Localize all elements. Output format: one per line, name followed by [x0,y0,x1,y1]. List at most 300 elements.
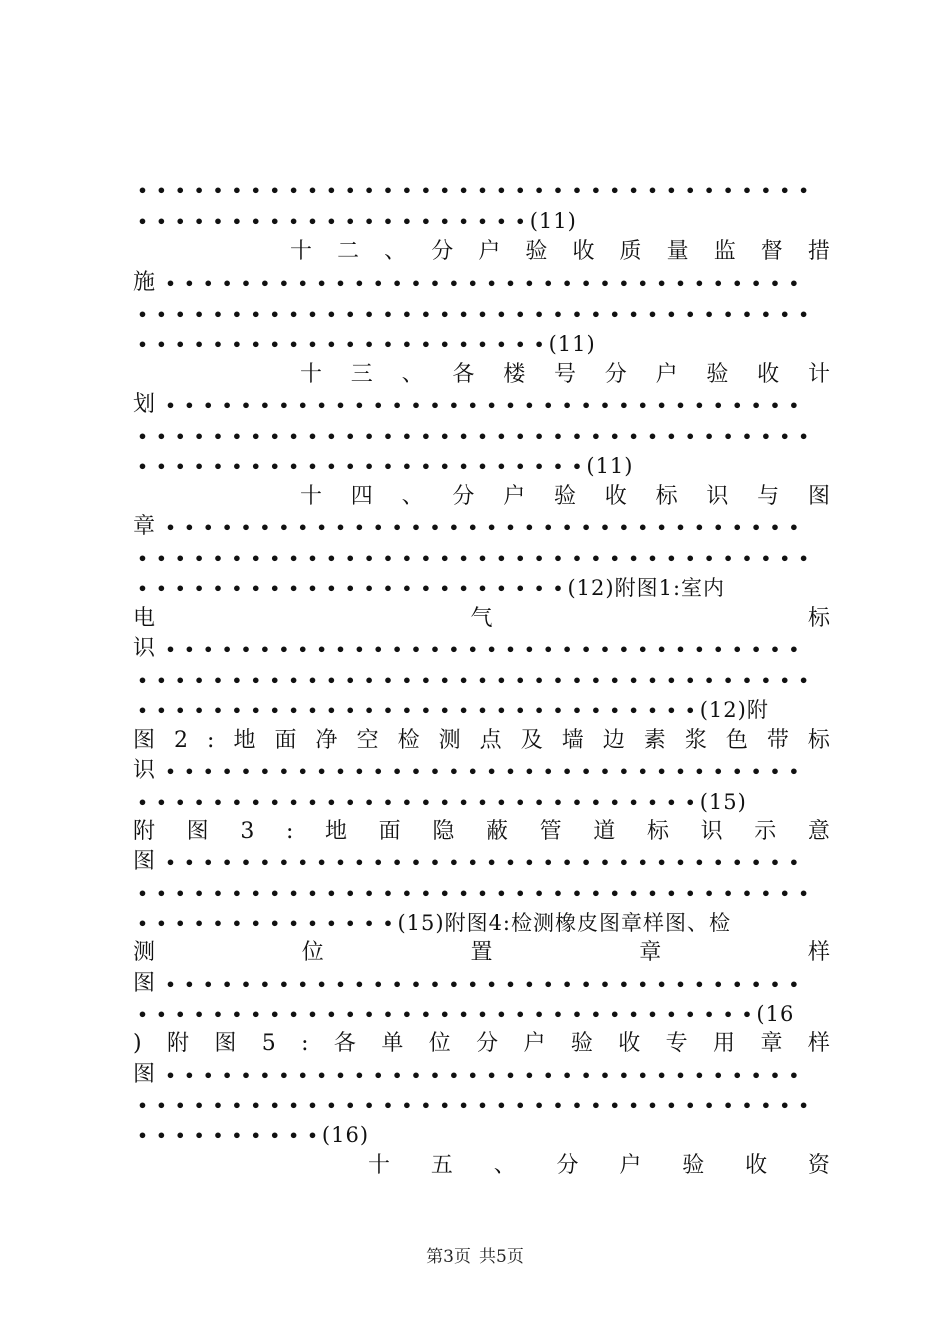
leader-dot: • [156,913,167,933]
leader-dot: • [486,639,497,659]
leader-dot: • [741,180,753,200]
toc-entry-appendix-5[interactable] [133,1029,830,1059]
leader-dot: • [222,974,233,994]
leader-dot: • [599,273,611,293]
heading-char: 地 [325,819,348,844]
leader-dot: • [637,273,648,293]
leader-dot: • [458,548,469,568]
leader-dot: • [401,700,413,720]
leader-dot: • [534,334,545,354]
leader-dot: • [250,913,261,933]
leader-dot: • [760,548,771,568]
leader-dot: • [722,180,734,200]
leader-dot: • [590,883,601,903]
leader-dot: • [515,548,526,568]
leader-dot: • [269,883,280,903]
leader-dot: • [694,1065,705,1085]
leader-dot: • [496,304,507,324]
word-part: 章 [639,940,662,965]
leader-dot: • [345,211,356,231]
leader-dot: • [288,456,299,476]
leader-dot: • [288,700,299,720]
leader-dot: • [769,273,781,293]
leader-dot: • [364,1004,375,1024]
leader-dot: • [335,273,346,293]
leader-dot: • [326,913,337,933]
leader-dot: • [316,974,327,994]
leader-dot: • [212,548,224,568]
leader-dot: • [599,761,611,781]
leader-dot: • [628,426,639,446]
leader-dot: • [212,304,224,324]
leader-dot: • [420,548,431,568]
leader-dot: • [156,211,167,231]
leader-dot: • [250,670,261,690]
leader-dot: • [165,639,176,659]
leader-dot: • [704,548,715,568]
leader-dot: • [685,670,696,690]
toc-entry-ref [133,999,830,1029]
leader-dot: • [477,1004,488,1024]
leader-dot: • [326,334,337,354]
leader-dot: • [335,517,346,537]
leader-dot: • [231,792,243,812]
leader-dot: • [175,211,186,231]
leader-dot: • [326,1095,337,1115]
heading-char: 边 [602,728,625,753]
leader-dot: • [552,180,564,200]
leader-dot: • [685,548,696,568]
leader-dot: • [590,304,601,324]
leader-dot: • [156,334,167,354]
page-ref: (16 [756,1002,795,1026]
leader-dot: • [364,304,375,324]
leader-dot: • [240,395,252,415]
heading-char: 色 [725,728,748,753]
leader-dot: • [345,700,356,720]
heading-char: 十 [368,1153,391,1178]
leader-dot: • [675,852,686,872]
leader-dot: • [307,670,318,690]
heading-char: 单 [381,1031,404,1056]
leader-dot: • [316,639,327,659]
leader-dot: • [184,273,195,293]
leader-dot: • [515,883,526,903]
leader-dot: • [345,304,356,324]
leader-dot: • [571,1095,583,1115]
heading-char: 验 [570,1031,593,1056]
leader-dot: • [345,548,356,568]
leader-dot: • [231,578,243,598]
leader-dot: • [278,273,289,293]
leader-dot: • [401,548,413,568]
leader-dot: • [269,792,280,812]
leader-dot: • [571,792,583,812]
toc-entry-heading-14[interactable] [300,482,830,512]
leader-dot: • [628,180,639,200]
leader-dot: • [392,1065,403,1085]
leader-dot: • [278,517,289,537]
leader-dot: • [467,852,478,872]
leader-dot: • [429,273,441,293]
leader-dot: • [628,1004,639,1024]
leader-dot: • [212,1095,224,1115]
leader-dot: • [269,578,280,598]
leader-dot: • [477,1095,488,1115]
leader-dot: • [382,180,394,200]
leader-dot: • [212,426,224,446]
heading-char: 资 [807,1153,830,1178]
leader-dot: • [760,426,771,446]
heading-char: 各 [333,1031,356,1056]
toc-entry-heading-15[interactable] [368,1151,830,1181]
leader-dot: • [194,456,205,476]
leader-dot: • [288,334,299,354]
leader-dot: • [250,1095,261,1115]
leader-dot: • [269,670,280,690]
leader-dot: • [590,548,601,568]
page-number: 第3页 [426,1247,471,1267]
heading-char: 验 [525,239,548,264]
leader-dot: • [750,395,762,415]
heading-char: 收 [604,484,627,509]
leader-dot: • [448,974,459,994]
leader-dot: • [704,883,715,903]
leader-dot: • [741,1004,753,1024]
leader-dot: • [562,273,573,293]
leader-dot: • [231,211,243,231]
toc-entry-appendix-4[interactable] [133,938,830,968]
leader-dot: • [580,395,592,415]
leader-dot: • [420,426,431,446]
leader-dot: • [175,304,186,324]
leader-dot: • [448,1065,459,1085]
page-ref: (15) [699,790,747,814]
leader-dot: • [222,761,233,781]
leader-dot: • [694,761,705,781]
leader-dot: • [326,211,337,231]
leader-dot: • [552,792,564,812]
leader-dot: • [410,761,422,781]
leader-dot: • [429,761,441,781]
leader-dot: • [732,639,743,659]
leader-dot: • [562,852,573,872]
leader-dot: • [713,974,724,994]
leader-dot: • [364,792,375,812]
leader-dot: • [212,180,224,200]
leader-dot: • [382,913,394,933]
leader-dot: • [429,974,441,994]
heading-char: 分 [556,1153,579,1178]
leader-dot: • [259,395,271,415]
leader-dot: • [203,974,214,994]
leader-dot: • [477,700,488,720]
leader-dot: • [137,211,148,231]
leader-dot: • [458,578,469,598]
leader-dot: • [137,1095,148,1115]
leader-dot: • [401,180,413,200]
leader-dot: • [439,304,450,324]
leader-dot: • [439,180,450,200]
leader-dot: • [458,426,469,446]
page-ref: (16) [321,1123,370,1147]
toc-dot-leader [133,175,830,205]
leader-dot: • [382,792,394,812]
toc-entry-ref [133,1120,830,1150]
leader-dot: • [231,1004,243,1024]
leader-dot: • [156,426,167,446]
leader-dot: • [165,1065,176,1085]
heading-char: 收 [757,362,780,387]
leader-dot: • [231,670,243,690]
leader-dot: • [326,548,337,568]
leader-dot: • [694,395,705,415]
leader-dot: • [429,639,441,659]
leader-dot: • [231,883,243,903]
leader-dot: • [345,334,356,354]
leader-dot: • [496,211,507,231]
heading-char: 验 [682,1153,705,1178]
leader-dot: • [637,974,648,994]
leader-dot: • [694,639,705,659]
leader-dot: • [307,211,318,231]
leader-dot: • [505,395,516,415]
leader-dot: • [496,700,507,720]
leader-dot: • [713,1065,724,1085]
leader-dot: • [156,456,167,476]
leader-dot: • [713,639,724,659]
leader-dot: • [722,1095,734,1115]
leader-dot: • [194,792,205,812]
leader-dot: • [675,395,686,415]
leader-dot: • [194,211,205,231]
toc-dot-leader [133,299,830,329]
toc-entry-ref [133,908,830,938]
leader-dot: • [580,761,592,781]
leader-dot: • [552,883,564,903]
leader-dot: • [297,974,308,994]
heading-char: 附 [133,819,156,844]
leader-dot: • [288,1125,299,1145]
leader-dot: • [364,180,375,200]
leader-dot: • [175,456,186,476]
leader-dot: • [741,883,753,903]
leader-dot: • [675,761,686,781]
leader-dot: • [345,1004,356,1024]
leader-dot: • [439,670,450,690]
page-ref: (11) [548,332,596,356]
heading-char: 户 [619,1153,642,1178]
heading-char: 收 [745,1153,768,1178]
leader-dot: • [288,548,299,568]
leader-dot: • [382,426,394,446]
dot-leader [133,543,813,574]
leader-dot: • [269,426,280,446]
heading-char: 五 [430,1153,453,1178]
leader-dot: • [335,761,346,781]
leader-dot: • [410,852,422,872]
leader-dot: • [448,761,459,781]
leader-dot: • [439,1095,450,1115]
leader-dot: • [326,578,337,598]
leader-dot: • [515,700,526,720]
leader-dot: • [571,180,583,200]
heading-char: 各 [452,362,475,387]
leader-dot: • [750,273,762,293]
heading-char: 、 [401,484,424,509]
leader-dot: • [732,1065,743,1085]
toc-entry-appendix-1[interactable] [133,604,830,634]
leader-dot: • [552,548,564,568]
dot-leader [161,268,803,299]
heading-tail: 识 [133,758,156,783]
leader-dot: • [307,883,318,903]
heading-char: 地 [233,728,256,753]
toc-entry-heading-12[interactable] [290,237,830,267]
leader-dot: • [420,1095,431,1115]
page-ref: (12)附图1:室内 [567,576,726,600]
toc-entry-appendix-3[interactable] [133,817,830,847]
leader-dot: • [779,304,790,324]
leader-dot: • [666,792,677,812]
leader-dot: • [618,974,629,994]
toc-entry-ref [133,329,830,359]
leader-dot: • [212,883,224,903]
leader-dot: • [496,334,507,354]
leader-dot: • [628,700,639,720]
dot-leader [161,512,803,543]
toc-entry-continued [133,969,830,999]
leader-dot: • [194,1004,205,1024]
leader-dot: • [609,700,620,720]
leader-dot: • [477,211,488,231]
leader-dot: • [656,639,667,659]
leader-dot: • [515,426,526,446]
leader-dot: • [458,456,469,476]
leader-dot: • [288,792,299,812]
leader-dot: • [259,273,271,293]
leader-dot: • [524,639,535,659]
leader-dot: • [373,273,384,293]
leader-dot: • [259,1065,271,1085]
heading-tail: 施 [133,270,156,295]
leader-dot: • [524,273,535,293]
leader-dot: • [269,548,280,568]
leader-dot: • [382,456,394,476]
leader-dot: • [618,639,629,659]
leader-dot: • [647,1004,658,1024]
heading-char: 隐 [432,819,455,844]
leader-dot: • [316,273,327,293]
leader-dot: • [250,548,261,568]
heading-char: 示 [754,819,777,844]
leader-dot: • [410,639,422,659]
leader-dot: • [175,883,186,903]
leader-dot: • [666,883,677,903]
leader-dot: • [137,883,148,903]
toc-dot-leader [133,1090,830,1120]
leader-dot: • [609,426,620,446]
toc-entry-appendix-2[interactable] [133,726,830,756]
leader-dot: • [524,1065,535,1085]
leader-dot: • [392,852,403,872]
leader-dot: • [779,180,790,200]
leader-dot: • [401,792,413,812]
leader-dot: • [203,395,214,415]
leader-dot: • [410,395,422,415]
leader-dot: • [571,883,583,903]
leader-dot: • [392,273,403,293]
leader-dot: • [496,670,507,690]
leader-dot: • [798,304,809,324]
leader-dot: • [458,211,469,231]
dot-leader [133,451,586,482]
leader-dot: • [505,761,516,781]
leader-dot: • [562,974,573,994]
leader-dot: • [401,211,413,231]
dot-leader [133,908,397,939]
heading-char: 样 [807,1031,830,1056]
heading-char: 图 [214,1031,237,1056]
leader-dot: • [750,761,762,781]
leader-dot: • [345,883,356,903]
leader-dot: • [203,1065,214,1085]
toc-entry-ref [133,206,830,236]
leader-dot: • [240,974,252,994]
leader-dot: • [788,1065,799,1085]
leader-dot: • [269,304,280,324]
leader-dot: • [467,273,478,293]
leader-dot: • [637,395,648,415]
leader-dot: • [628,883,639,903]
leader-dot: • [297,273,308,293]
leader-dot: • [750,974,762,994]
dot-leader [133,1120,322,1151]
leader-dot: • [439,211,450,231]
leader-dot: • [666,700,677,720]
leader-dot: • [458,1095,469,1115]
leader-dot: • [486,395,497,415]
leader-dot: • [364,548,375,568]
leader-dot: • [524,517,535,537]
leader-dot: • [231,1125,243,1145]
leader-dot: • [156,1095,167,1115]
leader-dot: • [779,883,790,903]
leader-dot: • [515,578,526,598]
leader-dot: • [194,180,205,200]
leader-dot: • [722,883,734,903]
toc-entry-heading-13[interactable] [300,360,830,390]
leader-dot: • [552,670,564,690]
leader-dot: • [534,548,545,568]
leader-dot: • [779,548,790,568]
heading-char: 墙 [561,728,584,753]
leader-dot: • [505,852,516,872]
leader-dot: • [364,456,375,476]
leader-dot: • [203,852,214,872]
leader-dot: • [666,1004,677,1024]
leader-dot: • [184,1065,195,1085]
heading-char: 措 [807,239,830,264]
leader-dot: • [307,578,318,598]
leader-dot: • [609,1095,620,1115]
leader-dot: • [637,761,648,781]
leader-dot: • [571,548,583,568]
leader-dot: • [562,761,573,781]
dot-leader [133,329,549,360]
leader-dot: • [694,273,705,293]
heading-char: 户 [655,362,678,387]
